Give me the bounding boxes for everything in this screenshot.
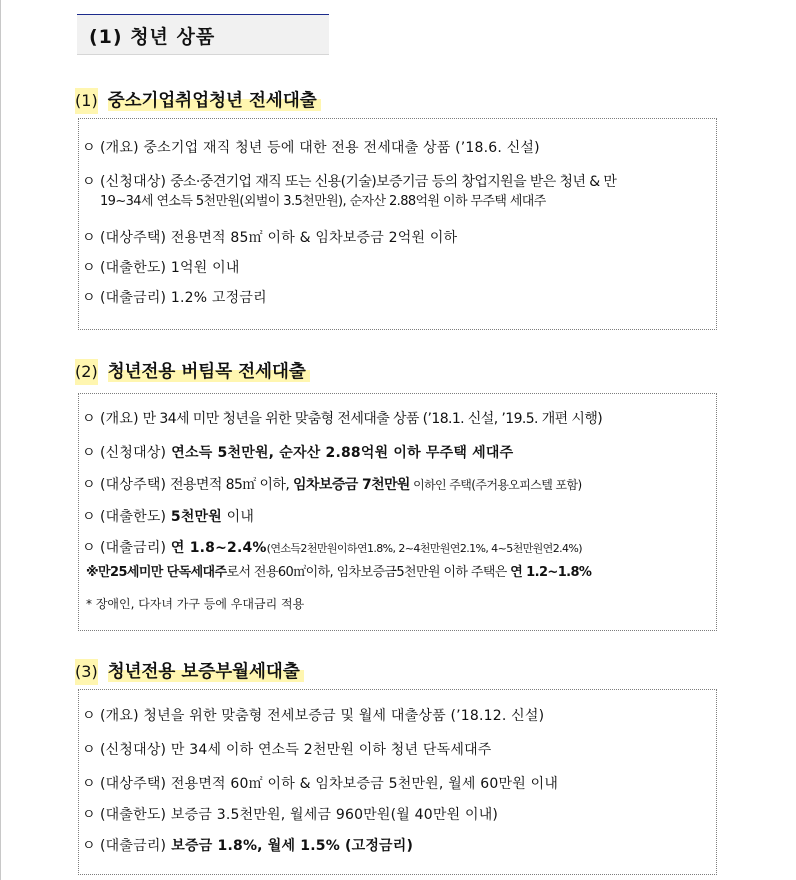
section-1-title: (1) 중소기업취업청년 전세대출: [75, 88, 321, 114]
list-item-continued: 19~34세 연소득 5천만원(외벌이 3.5천만원), 순자산 2.88억원 이하 무주택 세대주: [100, 194, 546, 209]
list-item: ㅇ (개요) 청년을 위한 맞춤형 전세보증금 및 월세 대출상품 (’18.12. 신설): [82, 708, 545, 724]
section-2-title-text: 청년전용 버팀목 전세대출: [108, 362, 310, 382]
section-2-number: 2: [81, 362, 92, 381]
list-item: ㅇ (대출금리) 연 1.8~2.4%(연소득2천만원이하연1.8%, 2~4천만원연2.1%, 4~5천만원연2.4%): [82, 540, 582, 556]
list-item: ㅇ (신청대상) 만 34세 이하 연소득 2천만원 이하 청년 단독세대주: [82, 742, 492, 758]
list-item: ㅇ (신청대상) 중소·중견기업 재직 또는 신용(기술)보증기금 등의 창업지원을 받은 청년 & 만: [82, 174, 617, 190]
section-3-title: (3) 청년전용 보증부월세대출: [75, 659, 304, 685]
list-item: ㅇ (대출한도) 1억원 이내: [82, 260, 240, 276]
section-3-title-text: 청년전용 보증부월세대출: [108, 662, 304, 682]
list-item: ㅇ (대출금리) 보증금 1.8%, 월세 1.5% (고정금리): [82, 838, 414, 854]
section-2-title: (2) 청년전용 버팀목 전세대출: [75, 359, 310, 385]
list-item: ㅇ (대출금리) 1.2% 고정금리: [82, 290, 267, 306]
list-item: ㅇ (대출한도) 5천만원 이내: [82, 509, 255, 525]
list-item: ㅇ (개요) 만 34세 미만 청년을 위한 맞춤형 전세대출 상품 (’18.1. 신설, ’19.5. 개편 시행): [82, 411, 603, 427]
list-item: ㅇ (대상주택) 전용면적 60㎡ 이하 & 임차보증금 5천만원, 월세 60만원 이내: [82, 776, 559, 792]
page-title-box: [77, 14, 329, 55]
section-3-number: 3: [81, 662, 92, 681]
section-1-title-text: 중소기업취업청년 전세대출: [108, 91, 321, 111]
section-1-number: 1: [81, 91, 92, 110]
left-border: [0, 0, 1, 880]
list-item: ㅇ (대출한도) 보증금 3.5천만원, 월세금 960만원(월 40만원 이내): [82, 807, 499, 823]
page-title: (1) 청년 상품: [89, 26, 216, 48]
note-young-single: ※만25세미만 단독세대주로서 전용60㎡이하, 임차보증금5천만원 이하 주택은 연 1.2~1.8%: [86, 565, 592, 580]
note-preferential-rate: * 장애인, 다자녀 가구 등에 우대금리 적용: [86, 597, 305, 611]
list-item: ㅇ (대상주택) 전용면적 85㎡ 이하, 임차보증금 7천만원 이하인 주택(주거용오피스텔 포함): [82, 477, 582, 493]
list-item: ㅇ (개요) 중소기업 재직 청년 등에 대한 전용 전세대출 상품 (’18.6. 신설): [82, 140, 540, 156]
list-item: ㅇ (대상주택) 전용면적 85㎡ 이하 & 임차보증금 2억원 이하: [82, 230, 458, 246]
list-item: ㅇ (신청대상) 연소득 5천만원, 순자산 2.88억원 이하 무주택 세대주: [82, 445, 514, 461]
